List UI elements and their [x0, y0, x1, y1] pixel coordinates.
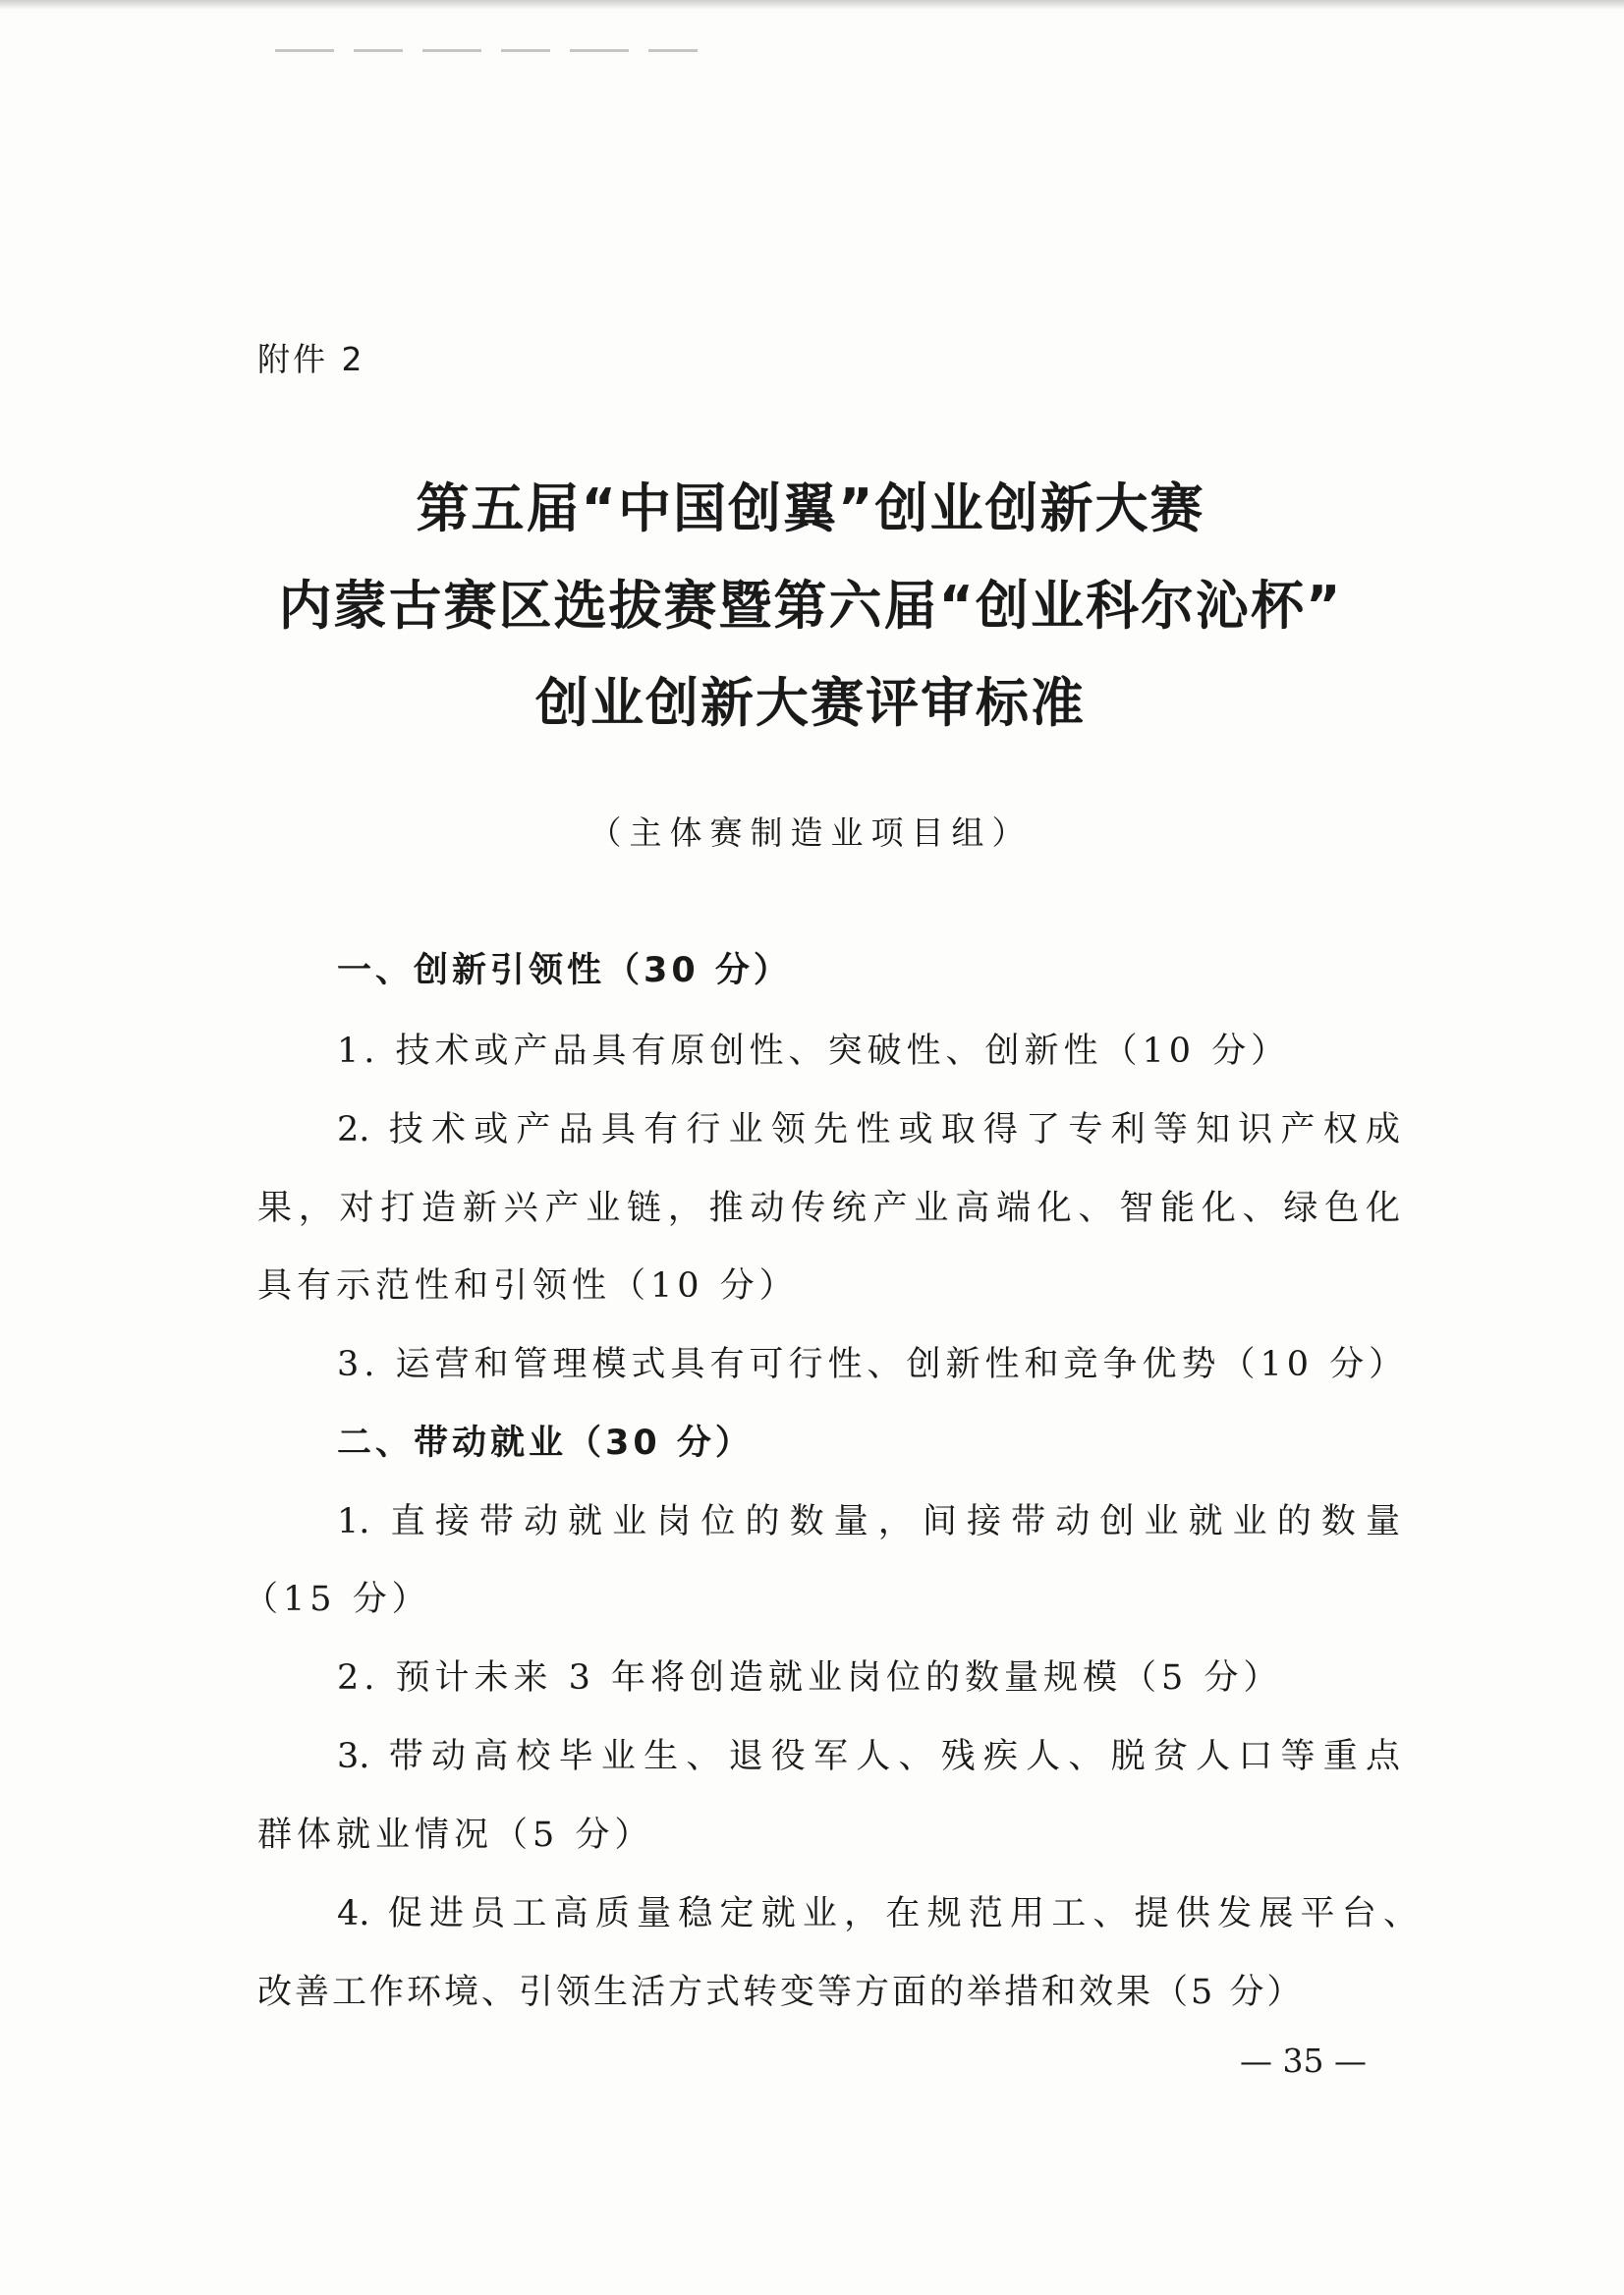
criterion-2-4-line-1: 4. 促进员工高质量稳定就业，在规范用工、提供发展平台、	[337, 1894, 1418, 1933]
criterion-1-1: 1. 技术或产品具有原创性、突破性、创新性（10 分）	[337, 1032, 1291, 1071]
title-line-3: 创业创新大赛评审标准	[535, 672, 1086, 734]
criterion-1-2-line-1: 2. 技术或产品具有行业领先性或取得了专利等知识产权成	[337, 1110, 1400, 1149]
scan-artifact-line	[275, 49, 717, 52]
criterion-2-2: 2. 预计未来 3 年将创造就业岗位的数量规模（5 分）	[337, 1658, 1283, 1698]
title-line-1: 第五届“中国创翼”创业创新大赛	[416, 477, 1205, 539]
document-title	[226, 460, 1395, 752]
criterion-1-2-line-2: 果，对打造新兴产业链，推动传统产业高端化、智能化、绿色化	[257, 1189, 1400, 1228]
criterion-2-4-line-2: 改善工作环境、引领生活方式转变等方面的举措和效果（5 分）	[257, 1973, 1305, 2012]
section-heading-innovation: 一、创新引领性（30 分）	[337, 951, 792, 990]
attachment-label: 附件 2	[257, 340, 365, 378]
scan-top-edge	[0, 0, 1624, 10]
criterion-1-2-line-3: 具有示范性和引领性（10 分）	[257, 1266, 799, 1306]
document-subtitle: （主体赛制造业项目组）	[588, 813, 1033, 852]
page-number: — 35 —	[1240, 2042, 1367, 2080]
criterion-2-1-line-1: 1. 直接带动就业岗位的数量，间接带动创业就业的数量	[337, 1502, 1400, 1541]
criterion-2-3-line-2: 群体就业情况（5 分）	[257, 1816, 654, 1855]
section-heading-employment: 二、带动就业（30 分）	[337, 1424, 754, 1463]
criterion-2-1-line-2: （15 分）	[244, 1580, 431, 1619]
criterion-2-3-line-1: 3. 带动高校毕业生、退役军人、残疾人、脱贫人口等重点	[337, 1737, 1400, 1776]
criterion-1-3: 3. 运营和管理模式具有可行性、创新性和竞争优势（10 分）	[337, 1345, 1409, 1384]
title-line-2: 内蒙古赛区选拔赛暨第六届“创业科尔沁杯”	[278, 575, 1343, 637]
